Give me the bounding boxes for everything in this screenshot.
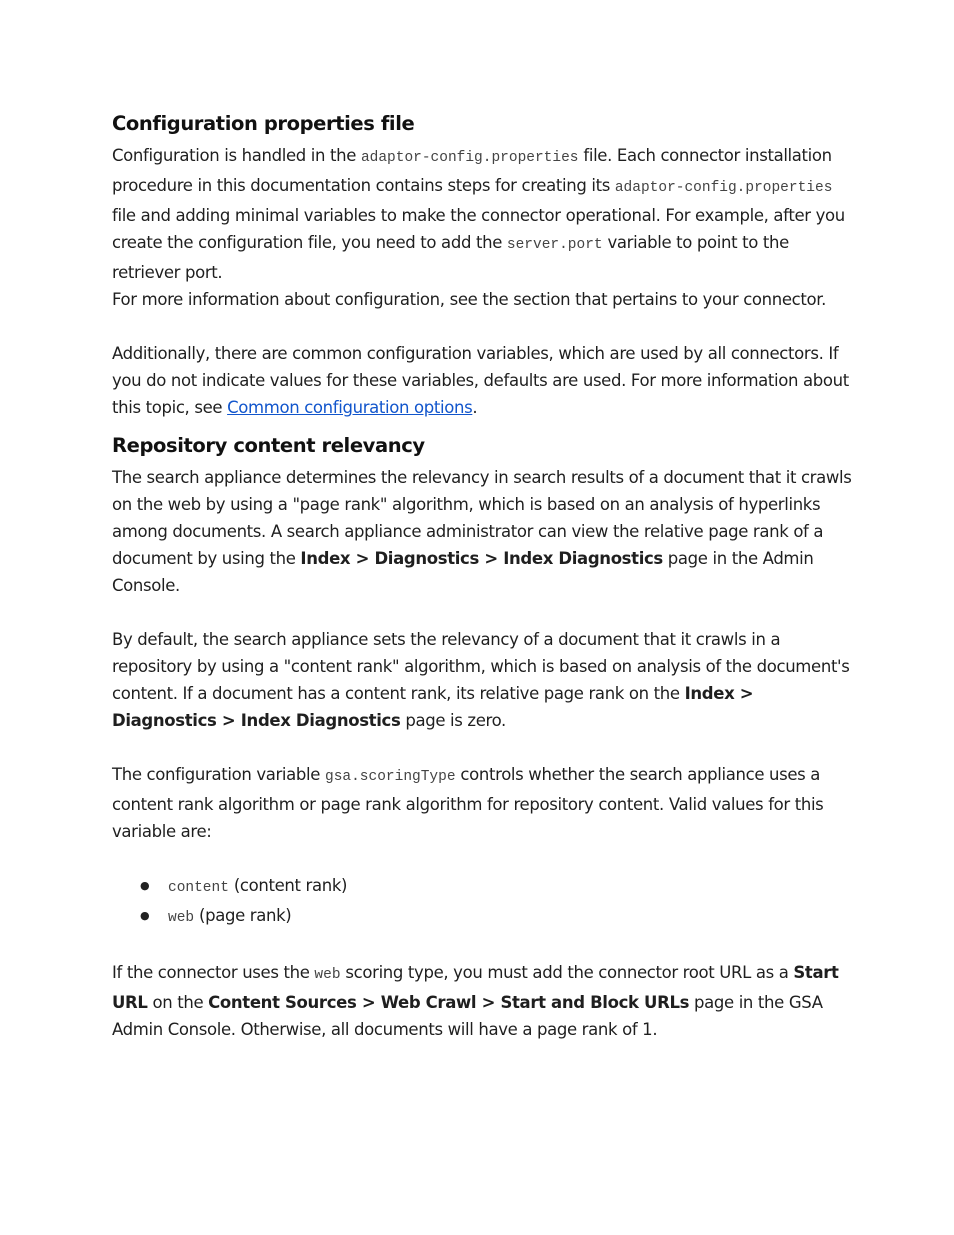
list-item: ● web (page rank): [168, 902, 852, 932]
web-scoring-paragraph: If the connector uses the web scoring type, you must add the connector root URL as a Start URL on the Content Sources > Web Crawl > Start and Block URLs page in the GSA Admin Console. Otherwise, all documents will have a page rank of 1.: [112, 963, 839, 1039]
section-heading-relevancy: Repository content relevancy: [112, 434, 425, 457]
common-config-paragraph: Additionally, there are common configuration variables, which are used by all connectors. If you do not indicate values for these variables, defaults are used. For more information about this topic, see Common configuration options.: [112, 344, 849, 417]
content-rank-paragraph: By default, the search appliance sets the relevancy of a document that it crawls in a repository by using a "content rank" algorithm, which is based on analysis of the document's content. If a document has a content rank, its relative page rank on the Index > Diagnostics > Index Diagnostics page is zero.: [112, 630, 850, 730]
config-paragraph: Configuration is handled in the adaptor-config.properties file. Each connector installation procedure in this documentation contains steps for creating its adaptor-config.properties file and adding minimal variables to make the connector operational. For example, after you create the configuration file, you need to add the server.port variable to point to the retriever port.: [112, 146, 845, 282]
config-file-code: adaptor-config.properties: [360, 150, 579, 166]
server-port-code: server.port: [506, 237, 603, 253]
list-item: ● content (content rank): [168, 872, 852, 902]
config-more-info-paragraph: For more information about configuration, see the section that pertains to your connector.: [112, 290, 827, 309]
page-rank-paragraph: The search appliance determines the relevancy in search results of a document that it crawls on the web by using a "page rank" algorithm, which is based on an analysis of hyperlinks among documents. A search appliance administrator can view the relative page rank of a document by using the Index > Diagnostics > Index Diagnostics page in the Admin Console.: [112, 468, 852, 595]
scoring-type-code: gsa.scoringType: [325, 769, 456, 785]
scoring-values-list: [112, 872, 852, 932]
document-page: [112, 108, 852, 1043]
web-code: web: [314, 967, 341, 983]
section-heading-configuration: Configuration properties file: [112, 112, 415, 135]
config-file-code: adaptor-config.properties: [614, 180, 833, 196]
common-config-options-link[interactable]: Common configuration options: [227, 398, 473, 417]
scoring-type-paragraph: The configuration variable gsa.scoringType controls whether the search appliance uses a content rank algorithm or page rank algorithm for repository content. Valid values for this variable are:: [112, 765, 824, 841]
